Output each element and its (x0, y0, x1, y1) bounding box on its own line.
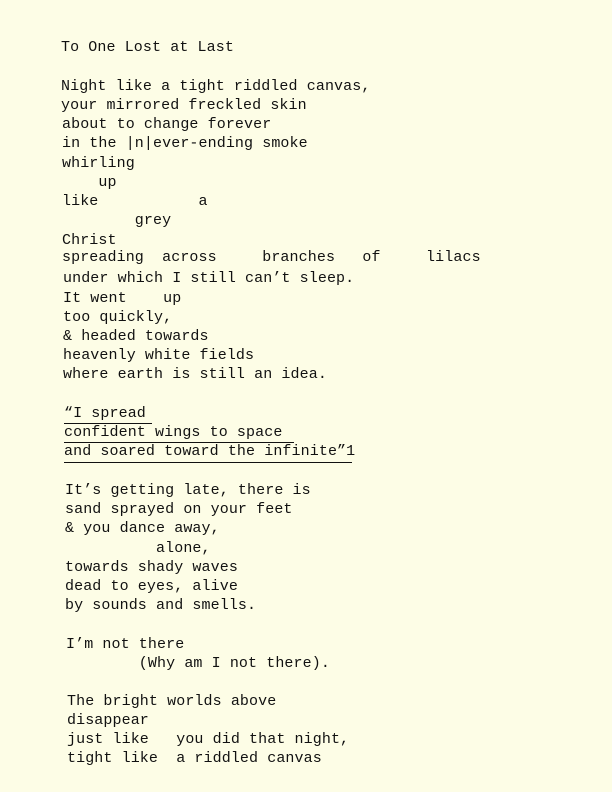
poem-line: disappear (67, 712, 149, 729)
poem-line: & headed towards (63, 328, 209, 345)
poem-line: just like you did that night, (67, 731, 350, 748)
poem-line: It went up (63, 290, 182, 307)
poem-line: It’s getting late, there is (65, 482, 311, 499)
quote-underline (64, 423, 152, 424)
poem-line: The bright worlds above (67, 693, 277, 710)
poem-line: in the |n|ever-ending smoke (62, 135, 308, 152)
poem-line: your mirrored freckled skin (61, 97, 307, 114)
poem-line: heavenly white fields (63, 347, 255, 364)
poem-line: towards shady waves (65, 559, 238, 576)
poem-line: & you dance away, (65, 520, 220, 537)
poem-line: alone, (65, 540, 211, 557)
poem-line: Christ (62, 232, 117, 249)
poem-title: To One Lost at Last (61, 39, 234, 56)
poem-line: about to change forever (62, 116, 272, 133)
poem-line: I’m not there (66, 636, 185, 653)
poem-line: up (62, 174, 117, 191)
poem-line: grey (62, 212, 172, 229)
quote-underline (64, 442, 294, 443)
poem-line: by sounds and smells. (65, 597, 257, 614)
poem-line: where earth is still an idea. (63, 366, 327, 383)
poem-line: whirling (62, 155, 135, 172)
poem-line: too quickly, (63, 309, 173, 326)
poem-line: like a (62, 193, 208, 210)
poem-quote-line: confident wings to space (64, 424, 283, 441)
quote-underline (64, 462, 352, 463)
poem-line: sand sprayed on your feet (65, 501, 293, 518)
poem-line: spreading across branches of lilacs (62, 249, 481, 266)
poem-quote-line: “I spread (64, 405, 146, 422)
poem-line: dead to eyes, alive (65, 578, 238, 595)
poem-line: (Why am I not there). (66, 655, 330, 672)
poem-quote-line: and soared toward the infinite”1 (64, 443, 356, 460)
poem-line: Night like a tight riddled canvas, (61, 78, 371, 95)
poem-line: under which I still can’t sleep. (63, 270, 355, 287)
poem-line: tight like a riddled canvas (67, 750, 322, 767)
